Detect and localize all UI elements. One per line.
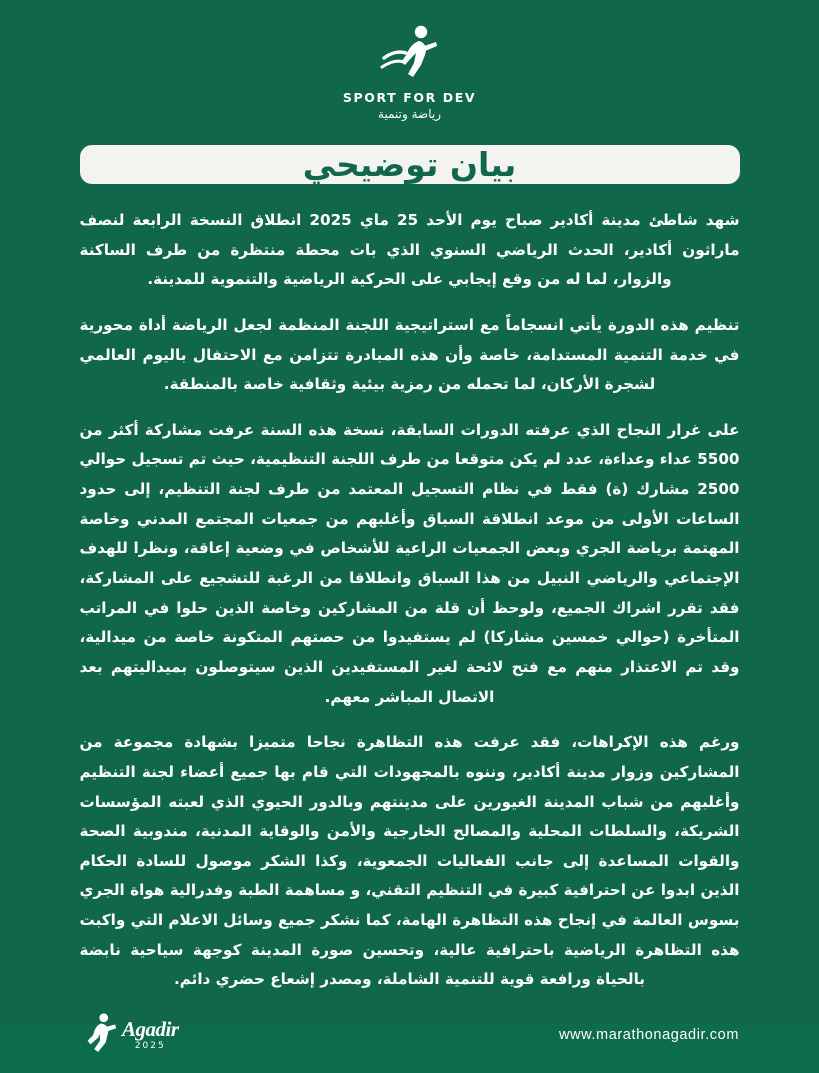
runner-silhouette-icon	[80, 1011, 118, 1059]
brand-logo	[0, 0, 819, 121]
title-banner	[80, 145, 740, 184]
runner-leaping-icon	[378, 22, 442, 84]
paragraph-2: تنظيم هذه الدورة يأتي انسجاماً مع استراتيجية اللجنة المنظمة لجعل الرياضة أداة محورية في خدمة التنمية المستدامة، خاصة وأن هذه المبادرة تتزامن مع الاحتفال باليوم العالمي لشجرة الأركان، لما تحمله من رمزية بيئية وثقافية خاصة بالمنطقة.	[79, 315, 740, 394]
paragraph-3: على غرار النجاح الذي عرفته الدورات السابقة، نسخة هذه السنة عرفت مشاركة أكثر من 5500 عداء وعداءة، عدد لم يكن متوقعا من طرف اللجنة التنظيمية، حيث تم تسجيل حوالي 2500 مشارك (ة) فقط في نظام التسجيل المعتمد من طرف لجنة التنظيم، إلى حدود الساعات الأولى من موعد انطلاقة السباق وأغلبهم من جمعيات المجتمع المدني وخاصة المهتمة برياضة الجري وبعض الجمعيات الراعية للأشخاص في وضعية إعاقة، ونظرا للهدف الإجتماعي والرياضي النبيل من هذا السباق وانطلاقا من الرغبة للتشجيع على المشاركة، فقد تقرر اشراك الجميع، ولوحظ أن قلة من المشاركين وخاصة الذين حلوا في المراتب المتأخرة (حوالي خمسين مشاركا) لم يستفيدوا من حصتهم المتكونة خاصة من ميدالية، وقد تم الاعتذار منهم مع فتح لائحة لغير المستفيدين الذين سيتوصلون بميداليتهم بعد الاتصال المباشر معهم.	[79, 420, 740, 706]
statement-body	[80, 184, 740, 1011]
brand-name-en: SPORT FOR DEV	[342, 90, 477, 105]
event-logo-year: 2025	[134, 1041, 166, 1052]
footer	[0, 1011, 819, 1073]
paragraph-1: شهد شاطئ مدينة أكادير صباح يوم الأحد 25 ماي 2025 انطلاق النسخة الرابعة لنصف ماراثون أكادير، الحدث الرياضي السنوي الذي بات محطة منتظرة من طرف الساكنة والزوار، لما له من وقع إيجابي على الحركية الرياضية والتنموية للمدينة.	[79, 211, 740, 289]
paragraph-4: ورغم هذه الإكراهات، فقد عرفت هذه التظاهرة نجاحا متميزا بشهادة مجموعة من المشاركين وزوار مدينة أكادير، وننوه بالمجهودات التي قام بها جميع أعضاء لجنة التنظيم وأغلبهم من شباب المدينة الغيورين على مدينتهم وبالدور الحيوي الذي لعبته المؤسسات الشريكة، والسلطات المحلية والمصالح الخارجية والأمن والوقاية المدنية، مندوبية الصحة والقوات المساعدة إلى جانب الفعاليات الجمعوية، وكذا الشكر موصول للسادة الحكام الذين ابدوا عن احترافية كبيرة في التنظيم التقني، و مساهمة الطبة وفدرالية هواة الجري بسوس العالمة في إنجاح هذه التظاهرة الهامة، كما نشكر جميع وسائل الاعلام التي واكبت هذه التظاهرة الرياضية باحترافية عالية، وتحسين صورة المدينة كوجهة سياحية نابضة بالحياة ورافعة قوية للتنمية الشاملة، ومصدر إشعاع حضري دائم.	[79, 733, 740, 989]
event-logo-text: Agadir	[122, 1017, 179, 1042]
brand-name-ar: رياضة وتنمية	[378, 107, 441, 121]
event-logo	[80, 1011, 179, 1059]
page-title: بيان توضيحي	[302, 145, 517, 184]
website-url[interactable]: www.marathonagadir.com	[558, 1027, 739, 1044]
